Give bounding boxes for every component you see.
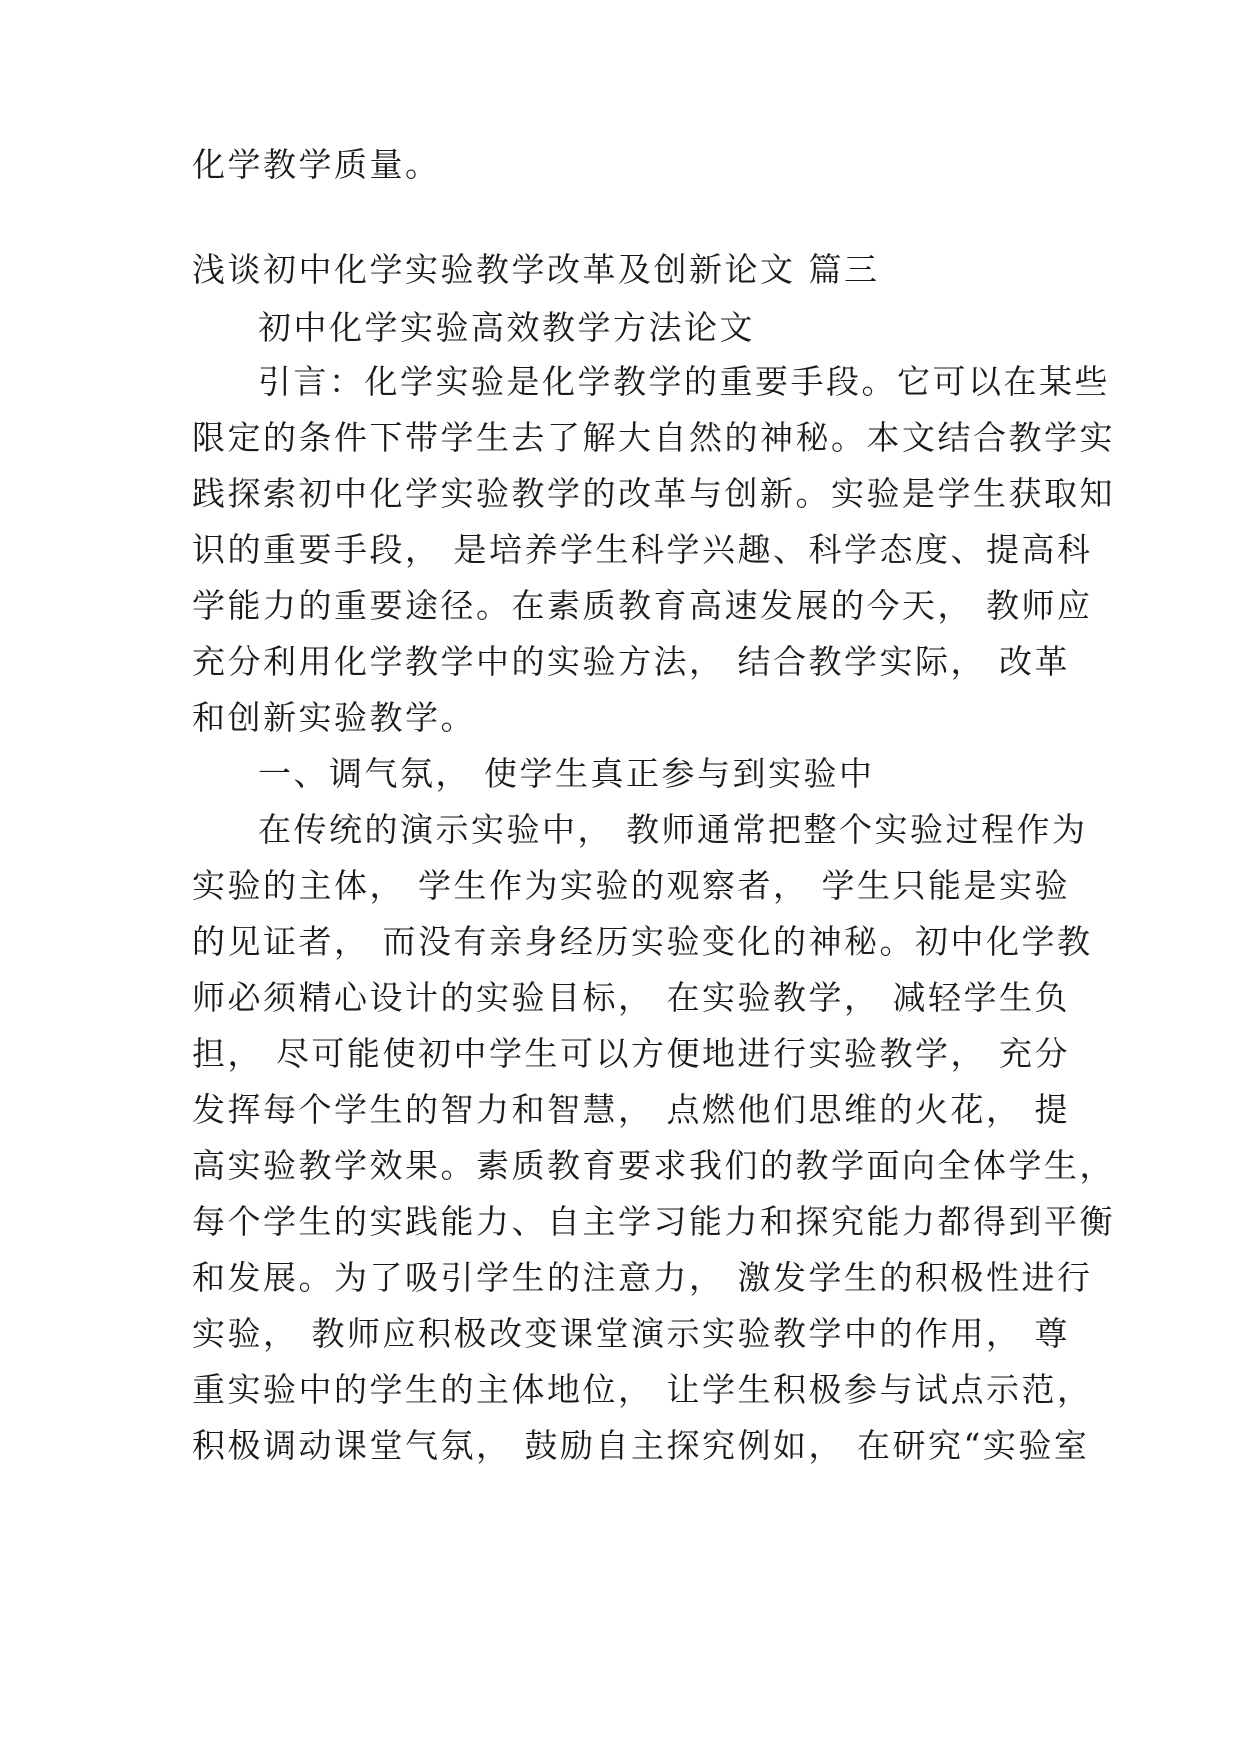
continuation-line: 化学教学质量。 xyxy=(192,145,441,184)
text-line: 充分利用化学教学中的实验方法， 结合教学实际， 改革 xyxy=(192,642,1070,681)
article-heading: 浅谈初中化学实验教学改革及创新论文 篇三 xyxy=(192,250,880,289)
text-line: 担， 尽可能使初中学生可以方便地进行实验教学， 充分 xyxy=(192,1034,1070,1073)
text-line: 和创新实验教学。 xyxy=(192,698,476,737)
text-line: 践探索初中化学实验教学的改革与创新。实验是学生获取知 xyxy=(192,474,1115,513)
text-line: 师必须精心设计的实验目标， 在实验教学， 减轻学生负 xyxy=(192,978,1070,1017)
section-heading: 一、调气氛， 使学生真正参与到实验中 xyxy=(258,754,875,793)
text-line: 引言：化学实验是化学教学的重要手段。它可以在某些 xyxy=(258,362,1110,401)
text-line: 学能力的重要途径。在素质教育高速发展的今天， 教师应 xyxy=(192,586,1093,625)
text-line: 识的重要手段， 是培养学生科学兴趣、科学态度、提高科 xyxy=(192,530,1093,569)
text-line: 高实验教学效果。素质教育要求我们的教学面向全体学生， xyxy=(192,1146,1115,1185)
text-line: 实验的主体， 学生作为实验的观察者， 学生只能是实验 xyxy=(192,866,1070,905)
text-line: 在传统的演示实验中， 教师通常把整个实验过程作为 xyxy=(258,810,1088,849)
text-line: 限定的条件下带学生去了解大自然的神秘。本文结合教学实 xyxy=(192,418,1115,457)
text-line: 的见证者， 而没有亲身经历实验变化的神秘。初中化学教 xyxy=(192,922,1093,961)
paper-title: 初中化学实验高效教学方法论文 xyxy=(258,308,755,347)
text-line: 实验， 教师应积极改变课堂演示实验教学中的作用， 尊 xyxy=(192,1314,1070,1353)
text-line: 每个学生的实践能力、自主学习能力和探究能力都得到平衡 xyxy=(192,1202,1115,1241)
text-line: 重实验中的学生的主体地位， 让学生积极参与试点示范， xyxy=(192,1370,1093,1409)
text-line: 积极调动课堂气氛， 鼓励自主探究例如， 在研究“实验室 xyxy=(192,1426,1090,1465)
text-line: 发挥每个学生的智力和智慧， 点燃他们思维的火花， 提 xyxy=(192,1090,1070,1129)
text-line: 和发展。为了吸引学生的注意力， 激发学生的积极性进行 xyxy=(192,1258,1093,1297)
